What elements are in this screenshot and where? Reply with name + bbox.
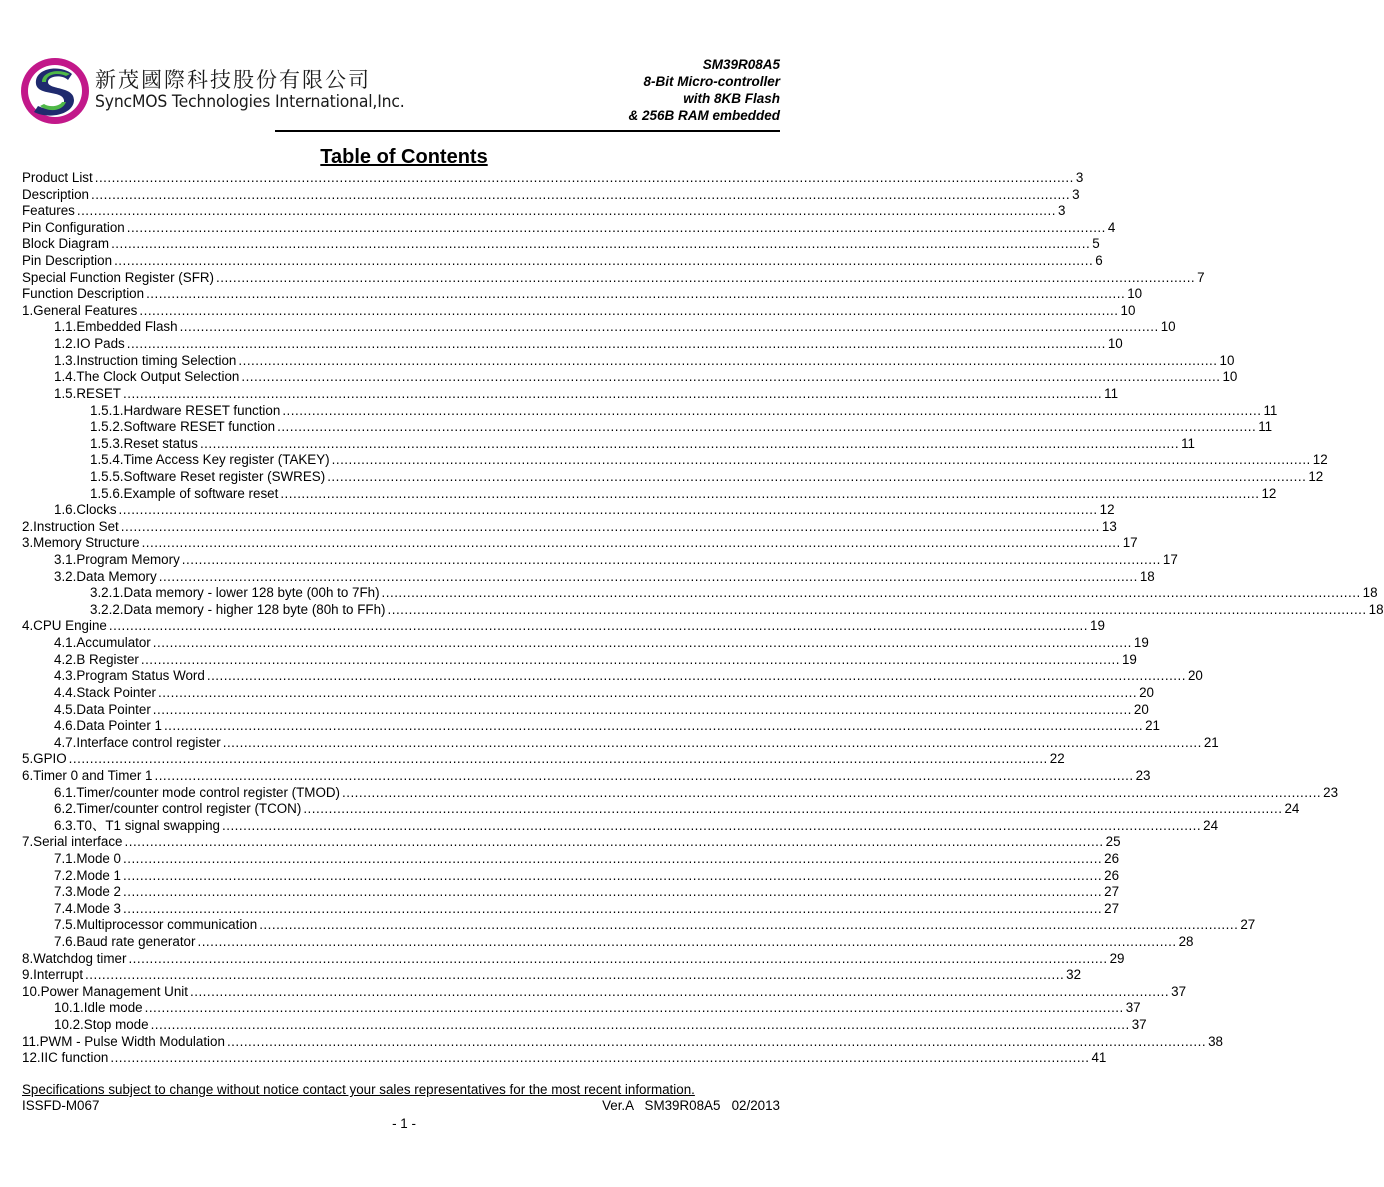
toc-entry-title: Data Memory bbox=[76, 568, 157, 584]
toc-entry[interactable] bbox=[22, 767, 1151, 785]
toc-entry-number: 8. bbox=[22, 950, 34, 966]
toc-entry-number: 9. bbox=[22, 967, 34, 983]
toc-entry-number: 1.5. bbox=[54, 385, 77, 401]
toc-entry-title: Data Pointer bbox=[76, 701, 151, 717]
toc-entry-number: 4.6. bbox=[54, 718, 77, 734]
toc-entry-number: 1.6. bbox=[54, 502, 77, 518]
toc-entry[interactable] bbox=[22, 651, 1137, 669]
toc-entry[interactable] bbox=[22, 834, 1121, 851]
toc-dot-leader bbox=[153, 635, 1132, 652]
toc-entry[interactable] bbox=[22, 1017, 1147, 1034]
toc-entry[interactable] bbox=[22, 967, 1082, 984]
toc-entry-number: 3.1. bbox=[54, 552, 77, 568]
toc-entry[interactable] bbox=[22, 319, 1176, 336]
toc-entry-number: 7.4. bbox=[54, 900, 77, 916]
toc-entry-number: 4.3. bbox=[54, 668, 77, 684]
toc-dot-leader bbox=[77, 203, 1056, 220]
toc-entry-page: 3 bbox=[1072, 186, 1080, 202]
toc-entry-page: 4 bbox=[1107, 219, 1116, 235]
toc-entry-title: Mode 0 bbox=[76, 850, 122, 866]
toc-dot-leader bbox=[114, 253, 1093, 270]
toc-dot-leader bbox=[121, 519, 1100, 536]
toc-entry-number: 1.5.6. bbox=[90, 485, 124, 501]
toc-entry[interactable] bbox=[22, 203, 1066, 220]
toc-entry-number: 7.5. bbox=[54, 917, 77, 933]
toc-dot-leader bbox=[145, 1000, 1124, 1017]
toc-entry-title: Embedded Flash bbox=[76, 319, 178, 335]
toc-entry-title: Example of software reset bbox=[123, 485, 279, 501]
toc-entry-title: Watchdog timer bbox=[33, 950, 127, 966]
toc-entry-page: 32 bbox=[1066, 967, 1082, 983]
toc-entry-number: 4.2. bbox=[54, 651, 77, 667]
toc-entry-title: Instruction Set bbox=[33, 518, 119, 534]
toc-dot-leader bbox=[151, 1017, 1130, 1034]
toc-entry-page: 27 bbox=[1240, 917, 1256, 933]
toc-entry[interactable] bbox=[22, 269, 1205, 287]
toc-entry-page: 24 bbox=[1203, 817, 1219, 833]
toc-dot-leader bbox=[382, 585, 1361, 602]
toc-entry-title: Idle mode bbox=[83, 1000, 143, 1016]
toc-entry-number: 1.5.4. bbox=[90, 452, 124, 468]
toc-entry-title: Memory Structure bbox=[33, 535, 140, 551]
toc-dot-leader bbox=[182, 552, 1161, 569]
toc-entry[interactable] bbox=[22, 850, 1120, 868]
toc-dot-leader bbox=[227, 1034, 1206, 1051]
toc-entry[interactable] bbox=[22, 983, 1187, 1001]
toc-entry[interactable] bbox=[22, 585, 1378, 602]
toc-entry-page: 10 bbox=[1219, 352, 1235, 368]
toc-entry-number: 4.4. bbox=[54, 684, 77, 700]
product-line: SM39R08A5 bbox=[702, 57, 780, 72]
toc-entry[interactable] bbox=[22, 219, 1116, 237]
toc-entry-page: 11 bbox=[1181, 435, 1195, 451]
table-of-contents bbox=[22, 170, 1384, 1067]
toc-entry[interactable] bbox=[22, 369, 1238, 386]
toc-entry-title: Stack Pointer bbox=[76, 684, 156, 700]
toc-entry-title: Clocks bbox=[76, 502, 117, 518]
toc-entry-page: 41 bbox=[1091, 1050, 1107, 1066]
company-name-english: SyncMOS Technologies International,Inc. bbox=[95, 92, 405, 112]
toc-dot-leader bbox=[111, 236, 1090, 253]
toc-entry[interactable] bbox=[22, 734, 1219, 752]
toc-dot-leader bbox=[109, 618, 1088, 635]
toc-entry[interactable] bbox=[22, 684, 1155, 702]
toc-entry-title: Program Status Word bbox=[76, 668, 205, 684]
toc-entry-number: 3. bbox=[22, 535, 34, 551]
toc-entry-title: Interrupt bbox=[33, 967, 84, 983]
toc-entry-page: 18 bbox=[1368, 601, 1384, 617]
toc-entry-title: RESET bbox=[76, 385, 121, 401]
toc-entry-page: 10 bbox=[1222, 369, 1238, 385]
toc-entry[interactable] bbox=[22, 718, 1160, 735]
toc-entry-page: 20 bbox=[1139, 684, 1155, 700]
toc-dot-leader bbox=[327, 469, 1306, 486]
toc-entry-title: T0、T1 signal swapping bbox=[76, 817, 220, 833]
toc-entry-title: Timer 0 and Timer 1 bbox=[33, 767, 153, 783]
toc-entry-number: 3.2.1. bbox=[90, 585, 124, 601]
toc-entry[interactable] bbox=[22, 1033, 1223, 1051]
toc-entry[interactable] bbox=[22, 867, 1120, 885]
toc-entry-page: 11 bbox=[1263, 402, 1278, 418]
toc-entry-page: 7 bbox=[1197, 269, 1205, 285]
toc-entry-number: 1.3. bbox=[54, 352, 77, 368]
toc-entry-page: 23 bbox=[1323, 784, 1339, 800]
toc-entry-page: 19 bbox=[1121, 651, 1137, 667]
toc-dot-leader bbox=[123, 901, 1102, 918]
toc-entry[interactable] bbox=[22, 934, 1194, 951]
toc-entry-page: 24 bbox=[1284, 801, 1300, 817]
toc-entry-title: Mode 1 bbox=[76, 867, 122, 883]
toc-dot-leader bbox=[277, 419, 1256, 436]
version-info: Ver.A SM39R08A5 02/2013 bbox=[602, 1098, 780, 1113]
toc-entry-number: 7. bbox=[22, 834, 34, 850]
toc-entry-page: 19 bbox=[1090, 618, 1105, 634]
toc-entry-title: Timer/counter mode control register (TMOD) bbox=[76, 784, 341, 800]
toc-dot-leader bbox=[238, 353, 1217, 370]
toc-entry-title: Stop mode bbox=[83, 1017, 149, 1033]
toc-entry-title: Hardware RESET function bbox=[123, 402, 281, 418]
toc-entry-page: 3 bbox=[1057, 203, 1066, 219]
toc-dot-leader bbox=[141, 652, 1120, 669]
toc-entry-number: 4.1. bbox=[54, 635, 77, 651]
toc-dot-leader bbox=[159, 569, 1138, 586]
toc-entry[interactable] bbox=[22, 1050, 1107, 1067]
toc-entry[interactable] bbox=[22, 452, 1328, 469]
toc-entry-title: Serial interface bbox=[33, 834, 123, 850]
footer-disclaimer: Specifications subject to change without notice contact your sales representatives for the most recent information. bbox=[22, 1082, 695, 1097]
toc-entry-title: Data memory - higher 128 byte (80h to FFh) bbox=[123, 601, 386, 617]
toc-entry-title: Special Function Register (SFR) bbox=[22, 269, 215, 285]
toc-entry[interactable] bbox=[22, 751, 1065, 768]
toc-entry-page: 28 bbox=[1178, 934, 1194, 950]
toc-entry[interactable] bbox=[22, 552, 1178, 569]
toc-dot-leader bbox=[303, 801, 1282, 818]
toc-entry-page: 11 bbox=[1258, 419, 1273, 435]
toc-entry-title: B Register bbox=[76, 651, 139, 667]
toc-entry[interactable] bbox=[22, 302, 1136, 320]
toc-entry-number: 2. bbox=[22, 518, 34, 534]
toc-dot-leader bbox=[127, 336, 1106, 353]
toc-entry[interactable] bbox=[22, 884, 1120, 901]
toc-entry-number: 1.2. bbox=[54, 336, 77, 352]
toc-entry-page: 25 bbox=[1105, 834, 1121, 850]
toc-entry-page: 20 bbox=[1133, 701, 1149, 717]
toc-entry-title: General Features bbox=[33, 302, 138, 318]
toc-entry[interactable] bbox=[22, 568, 1155, 586]
product-line: with 8KB Flash bbox=[683, 91, 780, 106]
toc-entry-page: 6 bbox=[1095, 253, 1103, 269]
toc-entry-title: Interface control register bbox=[76, 734, 221, 750]
toc-entry-number: 7.6. bbox=[54, 934, 77, 950]
toc-entry[interactable] bbox=[22, 402, 1278, 420]
toc-entry-number: 7.3. bbox=[54, 884, 77, 900]
toc-entry[interactable] bbox=[22, 236, 1100, 253]
toc-entry-page: 12 bbox=[1099, 502, 1115, 518]
toc-entry-page: 17 bbox=[1162, 552, 1178, 568]
toc-entry-title: Data Pointer 1 bbox=[76, 718, 162, 734]
toc-entry-number: 7.1. bbox=[54, 850, 77, 866]
toc-entry-page: 37 bbox=[1125, 1000, 1141, 1016]
toc-entry-number: 10. bbox=[22, 983, 41, 999]
toc-dot-leader bbox=[85, 967, 1064, 984]
toc-dot-leader bbox=[125, 834, 1104, 851]
toc-entry-number: 7.2. bbox=[54, 867, 77, 883]
toc-entry-title: Block Diagram bbox=[22, 236, 110, 252]
toc-entry-title: IIC function bbox=[40, 1050, 109, 1066]
toc-entry-title: GPIO bbox=[33, 751, 67, 767]
toc-entry-page: 12 bbox=[1312, 452, 1328, 468]
toc-entry-page: 27 bbox=[1104, 884, 1120, 900]
toc-entry[interactable] bbox=[22, 784, 1339, 802]
toc-entry-page: 12 bbox=[1308, 468, 1324, 484]
toc-entry-page: 11 bbox=[1104, 385, 1119, 401]
toc-entry-title: Timer/counter control register (TCON) bbox=[76, 801, 302, 817]
toc-entry-page: 10 bbox=[1120, 302, 1136, 318]
toc-entry[interactable] bbox=[22, 468, 1324, 486]
toc-entry-title: Power Management Unit bbox=[40, 983, 188, 999]
toc-entry[interactable] bbox=[22, 435, 1195, 453]
toc-dot-leader bbox=[127, 220, 1106, 237]
toc-dot-leader bbox=[164, 718, 1143, 735]
toc-entry-title: Reset status bbox=[123, 435, 198, 451]
toc-dot-leader bbox=[223, 735, 1202, 752]
toc-entry[interactable] bbox=[22, 635, 1149, 652]
toc-dot-leader bbox=[123, 386, 1102, 403]
toc-entry-page: 20 bbox=[1187, 668, 1203, 684]
toc-entry-title: Features bbox=[22, 203, 75, 219]
toc-entry-page: 23 bbox=[1135, 767, 1151, 783]
toc-entry-title: Accumulator bbox=[76, 635, 151, 651]
toc-dot-leader bbox=[123, 851, 1102, 868]
toc-entry-number: 1. bbox=[22, 302, 34, 318]
toc-entry[interactable] bbox=[22, 385, 1119, 403]
toc-dot-leader bbox=[158, 685, 1137, 702]
toc-entry-number: 10.2. bbox=[54, 1017, 84, 1033]
toc-entry-page: 13 bbox=[1101, 518, 1117, 534]
toc-dot-leader bbox=[123, 868, 1102, 885]
toc-entry-title: IO Pads bbox=[76, 336, 125, 352]
toc-entry-page: 29 bbox=[1109, 950, 1125, 966]
toc-entry-number: 4.5. bbox=[54, 701, 77, 717]
toc-entry-page: 21 bbox=[1145, 718, 1160, 734]
toc-entry[interactable] bbox=[22, 618, 1105, 635]
product-line: & 256B RAM embedded bbox=[628, 108, 780, 123]
toc-dot-leader bbox=[388, 602, 1367, 619]
toc-entry-number: 1.5.3. bbox=[90, 435, 124, 451]
toc-entry-number: 3.2. bbox=[54, 568, 77, 584]
toc-entry-title: Function Description bbox=[22, 286, 145, 302]
toc-entry-title: Multiprocessor communication bbox=[76, 917, 258, 933]
header-divider bbox=[275, 130, 780, 132]
toc-dot-leader bbox=[241, 369, 1220, 386]
syncmos-logo-icon bbox=[20, 56, 90, 126]
toc-dot-leader bbox=[332, 452, 1311, 469]
toc-entry[interactable] bbox=[22, 170, 1084, 187]
toc-entry-number: 10.1. bbox=[54, 1000, 84, 1016]
toc-entry-number: 1.5.1. bbox=[90, 402, 124, 418]
toc-entry-title: Software RESET function bbox=[123, 419, 276, 435]
toc-dot-leader bbox=[190, 984, 1169, 1001]
toc-entry-number: 6.1. bbox=[54, 784, 77, 800]
toc-entry[interactable] bbox=[22, 253, 1103, 270]
toc-entry-page: 19 bbox=[1133, 635, 1149, 651]
toc-entry-page: 37 bbox=[1171, 983, 1187, 999]
toc-entry-title: Mode 2 bbox=[76, 884, 122, 900]
toc-entry-title: Baud rate generator bbox=[76, 934, 196, 950]
toc-entry-page: 37 bbox=[1131, 1017, 1147, 1033]
toc-entry[interactable] bbox=[22, 535, 1138, 552]
toc-entry-title: Pin Description bbox=[22, 253, 113, 269]
toc-entry-number: 4. bbox=[22, 618, 34, 634]
toc-entry[interactable] bbox=[22, 701, 1149, 719]
toc-dot-leader bbox=[119, 502, 1098, 519]
toc-entry-number: 6.2. bbox=[54, 801, 77, 817]
document-id: ISSFD-M067 bbox=[22, 1098, 100, 1113]
toc-entry[interactable] bbox=[22, 352, 1235, 370]
toc-entry-page: 5 bbox=[1092, 236, 1100, 252]
page-title: Table of Contents bbox=[320, 146, 488, 168]
toc-dot-leader bbox=[154, 768, 1133, 785]
toc-dot-leader bbox=[342, 785, 1321, 802]
toc-entry-page: 26 bbox=[1104, 867, 1120, 883]
company-name-chinese: 新茂國際科技股份有限公司 bbox=[95, 68, 371, 92]
product-description bbox=[628, 56, 780, 124]
toc-entry-page: 21 bbox=[1203, 734, 1219, 750]
toc-entry-number: 1.1. bbox=[54, 319, 77, 335]
toc-entry-title: Description bbox=[22, 186, 89, 202]
toc-entry-number: 4.7. bbox=[54, 734, 77, 750]
toc-entry-title: Software Reset register (SWRES) bbox=[123, 468, 326, 484]
toc-dot-leader bbox=[207, 668, 1186, 685]
product-line: 8-Bit Micro-controller bbox=[643, 74, 780, 89]
toc-entry-title: Pin Configuration bbox=[22, 219, 125, 235]
toc-entry[interactable] bbox=[22, 817, 1219, 835]
toc-entry-title: CPU Engine bbox=[33, 618, 107, 634]
toc-entry[interactable] bbox=[22, 336, 1123, 353]
toc-entry[interactable] bbox=[22, 485, 1277, 503]
toc-entry-title: PWM - Pulse Width Modulation bbox=[39, 1033, 225, 1049]
toc-entry[interactable] bbox=[22, 900, 1120, 918]
toc-entry[interactable] bbox=[22, 286, 1143, 303]
toc-dot-leader bbox=[222, 818, 1201, 835]
toc-dot-leader bbox=[153, 702, 1132, 719]
toc-dot-leader bbox=[142, 535, 1121, 552]
toc-entry-page: 17 bbox=[1122, 535, 1138, 551]
toc-entry[interactable] bbox=[22, 668, 1203, 685]
toc-dot-leader bbox=[282, 403, 1261, 420]
toc-entry-page: 10 bbox=[1160, 319, 1176, 335]
toc-entry-number: 11. bbox=[22, 1033, 40, 1049]
toc-dot-leader bbox=[95, 170, 1074, 187]
toc-entry-page: 26 bbox=[1104, 850, 1120, 866]
toc-entry[interactable] bbox=[22, 502, 1115, 519]
toc-entry-title: Data memory - lower 128 byte (00h to 7Fh) bbox=[123, 585, 380, 601]
toc-entry-page: 18 bbox=[1362, 585, 1378, 601]
toc-entry-page: 38 bbox=[1208, 1033, 1223, 1049]
toc-entry-page: 3 bbox=[1075, 170, 1084, 185]
toc-entry-number: 1.5.2. bbox=[90, 419, 124, 435]
toc-dot-leader bbox=[139, 303, 1118, 320]
toc-entry-title: Program Memory bbox=[76, 552, 180, 568]
toc-entry[interactable] bbox=[22, 801, 1300, 818]
toc-entry-number: 3.2.2. bbox=[90, 601, 124, 617]
toc-dot-leader bbox=[280, 486, 1259, 503]
toc-entry-number: 5. bbox=[22, 751, 34, 767]
toc-entry-page: 10 bbox=[1127, 286, 1143, 302]
toc-entry-title: Mode 3 bbox=[76, 900, 122, 916]
toc-dot-leader bbox=[216, 270, 1195, 287]
toc-entry-title: Instruction timing Selection bbox=[76, 352, 237, 368]
toc-dot-leader bbox=[123, 884, 1102, 901]
toc-entry[interactable] bbox=[22, 917, 1256, 934]
toc-entry-number: 1.5.5. bbox=[90, 468, 124, 484]
toc-entry-title: Time Access Key register (TAKEY) bbox=[123, 452, 330, 468]
toc-dot-leader bbox=[128, 951, 1107, 968]
toc-entry-number: 6.3. bbox=[54, 817, 77, 833]
toc-dot-leader bbox=[146, 286, 1125, 303]
toc-entry[interactable] bbox=[22, 419, 1273, 436]
toc-entry-title: Product List bbox=[22, 170, 93, 185]
toc-entry[interactable] bbox=[22, 1000, 1141, 1017]
toc-entry-page: 27 bbox=[1104, 900, 1120, 916]
toc-entry[interactable] bbox=[22, 950, 1125, 968]
toc-dot-leader bbox=[69, 751, 1048, 768]
toc-dot-leader bbox=[200, 436, 1179, 453]
page-header bbox=[0, 0, 808, 140]
toc-entry[interactable] bbox=[22, 186, 1080, 204]
toc-entry-number: 12. bbox=[22, 1050, 41, 1066]
toc-dot-leader bbox=[91, 187, 1070, 204]
toc-entry-number: 6. bbox=[22, 767, 34, 783]
page-number: - 1 - bbox=[392, 1116, 416, 1131]
toc-entry-page: 10 bbox=[1107, 336, 1123, 352]
toc-entry-page: 18 bbox=[1139, 568, 1155, 584]
toc-dot-leader bbox=[110, 1050, 1089, 1067]
toc-entry[interactable] bbox=[22, 601, 1384, 619]
toc-entry-page: 12 bbox=[1261, 485, 1277, 501]
toc-entry-title: The Clock Output Selection bbox=[76, 369, 240, 385]
toc-dot-leader bbox=[180, 319, 1159, 336]
toc-entry-page: 22 bbox=[1049, 751, 1065, 767]
toc-dot-leader bbox=[197, 934, 1176, 951]
toc-dot-leader bbox=[259, 917, 1238, 934]
toc-entry-number: 1.4. bbox=[54, 369, 77, 385]
toc-entry[interactable] bbox=[22, 518, 1117, 536]
